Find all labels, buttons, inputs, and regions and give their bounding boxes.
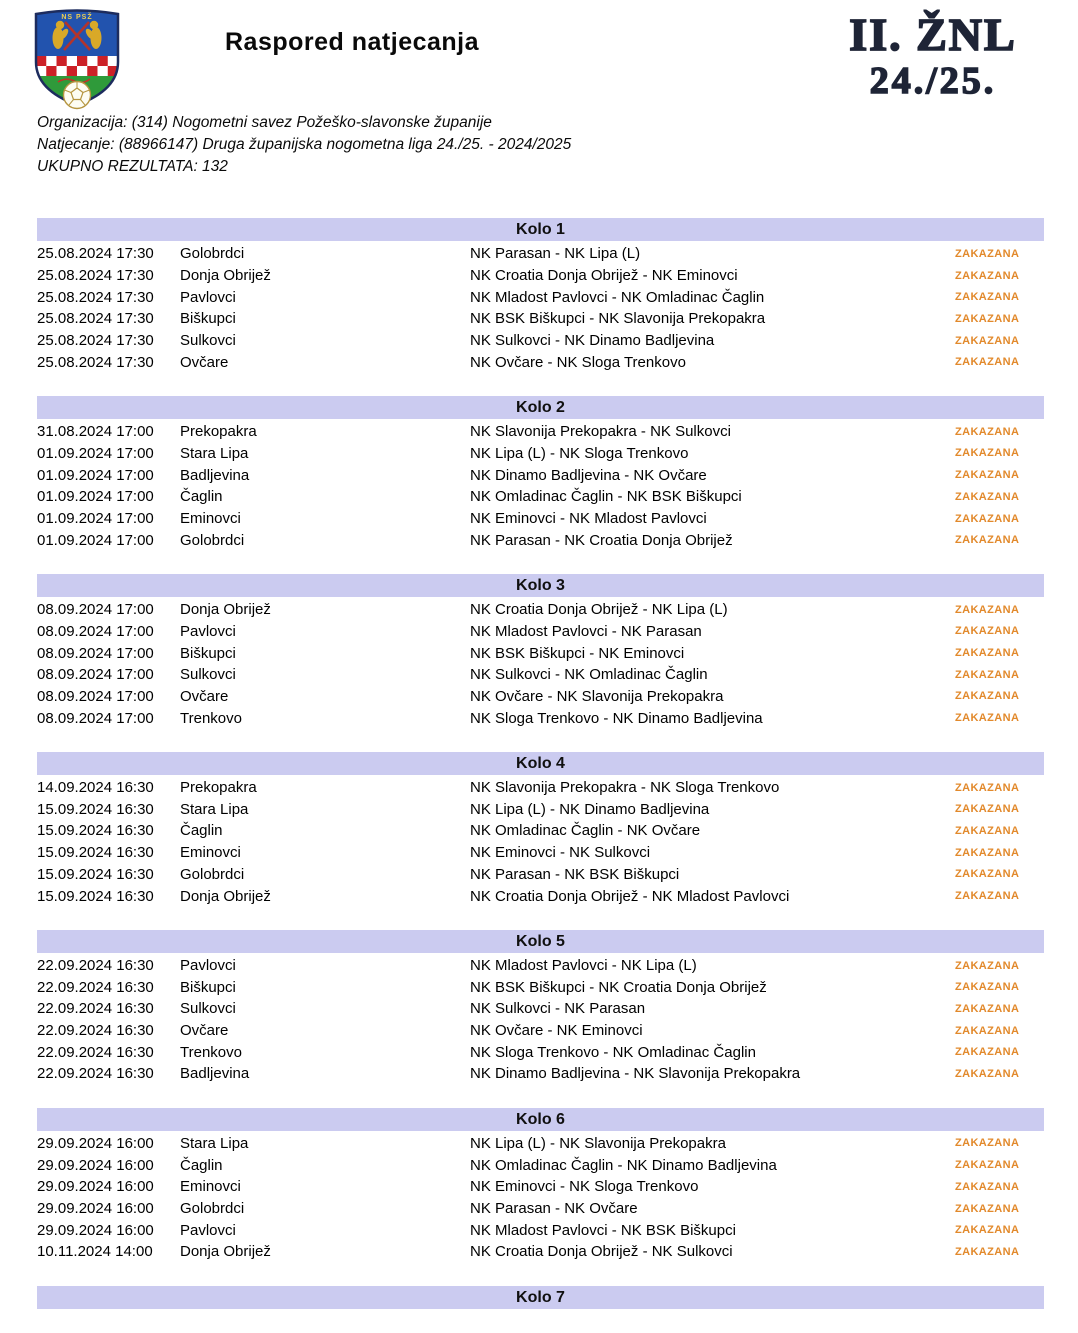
match-venue: Trenkovo (180, 709, 242, 727)
match-row (37, 1020, 1044, 1042)
match-status-badge: ZAKAZANA (955, 668, 1020, 681)
match-datetime: 22.09.2024 16:30 (37, 957, 154, 975)
round-header (37, 1108, 1044, 1131)
match-datetime: 25.08.2024 17:30 (37, 332, 154, 350)
match-pairing: NK Ovčare - NK Slavonija Prekopakra (470, 687, 724, 705)
round-body (37, 1309, 1044, 1311)
match-pairing: NK Lipa (L) - NK Dinamo Badljevina (470, 800, 710, 818)
match-venue: Biškupci (180, 310, 236, 328)
match-status-badge: ZAKAZANA (955, 1245, 1020, 1258)
match-datetime: 25.08.2024 17:30 (37, 267, 154, 285)
match-pairing: NK Croatia Donja Obrijež - NK Mladost Pavlovci (470, 887, 790, 905)
match-status-badge: ZAKAZANA (955, 356, 1020, 369)
match-datetime: 29.09.2024 16:00 (37, 1178, 154, 1196)
match-status-badge: ZAKAZANA (955, 846, 1020, 859)
match-datetime: 25.08.2024 17:30 (37, 310, 154, 328)
round-title: Kolo 7 (516, 1288, 565, 1306)
match-venue: Ovčare (180, 1022, 229, 1040)
match-venue: Golobrdci (180, 531, 245, 549)
match-datetime: 29.09.2024 16:00 (37, 1156, 154, 1174)
match-row (37, 330, 1044, 352)
match-pairing: NK Mladost Pavlovci - NK Omladinac Čaglin (470, 288, 765, 306)
match-pairing: NK Croatia Donja Obrijež - NK Eminovci (470, 267, 738, 285)
match-pairing: NK Eminovci - NK Sulkovci (470, 844, 651, 862)
round-section (37, 218, 1044, 373)
round-body (37, 953, 1044, 1085)
match-row (37, 1041, 1044, 1063)
match-pairing: NK Parasan - NK BSK Biškupci (470, 865, 680, 883)
match-row (37, 243, 1044, 265)
match-pairing: NK Lipa (L) - NK Sloga Trenkovo (470, 444, 689, 462)
match-row (37, 421, 1044, 443)
match-pairing: NK BSK Biškupci - NK Slavonija Prekopakra (470, 310, 766, 328)
football-ball-icon (64, 82, 91, 109)
match-row (37, 1154, 1044, 1176)
match-pairing: NK Dinamo Badljevina - NK Slavonija Prekopakra (470, 1065, 801, 1083)
match-datetime: 25.08.2024 17:30 (37, 288, 154, 306)
league-badge (828, 9, 1038, 102)
match-venue: Golobrdci (180, 245, 245, 263)
match-status-badge: ZAKAZANA (955, 625, 1020, 638)
match-datetime: 10.11.2024 14:00 (37, 1243, 153, 1261)
match-datetime: 29.09.2024 16:00 (37, 1134, 154, 1152)
match-venue: Čaglin (180, 488, 223, 506)
match-datetime: 08.09.2024 17:00 (37, 687, 154, 705)
match-pairing: NK Lipa (L) - NK Slavonija Prekopakra (470, 1134, 726, 1152)
match-pairing: NK Dinamo Badljevina - NK Ovčare (470, 466, 707, 484)
match-status-badge: ZAKAZANA (955, 1046, 1020, 1059)
match-venue: Pavlovci (180, 957, 236, 975)
match-venue: Sulkovci (180, 1000, 236, 1018)
match-venue: Eminovci (180, 510, 241, 528)
match-pairing: NK Sulkovci - NK Parasan (470, 1000, 646, 1018)
round-title: Kolo 3 (516, 576, 565, 594)
match-venue: Badljevina (180, 466, 250, 484)
match-status-badge: ZAKAZANA (955, 1067, 1020, 1080)
match-pairing: NK Slavonija Prekopakra - NK Sloga Trenkovo (470, 779, 780, 797)
match-venue: Prekopakra (180, 423, 257, 441)
match-pairing: NK BSK Biškupci - NK Eminovci (470, 644, 685, 662)
match-status-badge: ZAKAZANA (955, 469, 1020, 482)
match-datetime: 01.09.2024 17:00 (37, 510, 154, 528)
match-pairing: NK Sloga Trenkovo - NK Dinamo Badljevina (470, 709, 763, 727)
match-venue: Sulkovci (180, 666, 236, 684)
competition-meta (37, 112, 571, 178)
meta-organization: Organizacija: (314) Nogometni savez Požeško-slavonske županije (37, 114, 492, 131)
match-pairing: NK Ovčare - NK Sloga Trenkovo (470, 353, 686, 371)
match-status-badge: ZAKAZANA (955, 1180, 1020, 1193)
match-venue: Eminovci (180, 844, 241, 862)
match-venue: Sulkovci (180, 332, 236, 350)
match-row (37, 642, 1044, 664)
match-row (37, 955, 1044, 977)
round-title: Kolo 6 (516, 1110, 565, 1128)
match-status-badge: ZAKAZANA (955, 490, 1020, 503)
match-datetime: 01.09.2024 17:00 (37, 444, 154, 462)
round-header (37, 930, 1044, 953)
match-datetime: 29.09.2024 16:00 (37, 1200, 154, 1218)
match-row (37, 529, 1044, 551)
match-row (37, 686, 1044, 708)
crest-text: NS PSŽ (61, 14, 93, 21)
match-pairing: NK Sloga Trenkovo - NK Omladinac Čaglin (470, 1043, 756, 1061)
match-pairing: NK Mladost Pavlovci - NK Parasan (470, 622, 702, 640)
match-venue: Trenkovo (180, 1043, 242, 1061)
match-status-badge: ZAKAZANA (955, 247, 1020, 260)
round-body (37, 1131, 1044, 1263)
match-pairing: NK Sulkovci - NK Dinamo Badljevina (470, 332, 715, 350)
match-pairing: NK Ovčare - NK Eminovci (470, 1022, 643, 1040)
match-datetime: 15.09.2024 16:30 (37, 887, 154, 905)
match-venue: Biškupci (180, 978, 236, 996)
match-pairing: NK Parasan - NK Ovčare (470, 1200, 638, 1218)
round-header (37, 1286, 1044, 1309)
match-row (37, 1133, 1044, 1155)
match-row (37, 864, 1044, 886)
match-status-badge: ZAKAZANA (955, 312, 1020, 325)
league-badge-line1: II. ŽNL (849, 9, 1017, 60)
match-datetime: 25.08.2024 17:30 (37, 353, 154, 371)
match-status-badge: ZAKAZANA (955, 1002, 1020, 1015)
match-status-badge: ZAKAZANA (955, 534, 1020, 547)
match-pairing: NK Croatia Donja Obrijež - NK Sulkovci (470, 1243, 733, 1261)
football-crest-shield-icon (30, 6, 124, 112)
match-datetime: 01.09.2024 17:00 (37, 531, 154, 549)
match-datetime: 08.09.2024 17:00 (37, 601, 154, 619)
match-venue: Pavlovci (180, 1221, 236, 1239)
match-row (37, 508, 1044, 530)
match-status-badge: ZAKAZANA (955, 959, 1020, 972)
round-title: Kolo 5 (516, 932, 565, 950)
match-venue: Stara Lipa (180, 444, 249, 462)
match-datetime: 08.09.2024 17:00 (37, 666, 154, 684)
match-datetime: 15.09.2024 16:30 (37, 865, 154, 883)
match-row (37, 976, 1044, 998)
match-venue: Donja Obrijež (180, 887, 271, 905)
match-datetime: 08.09.2024 17:00 (37, 622, 154, 640)
match-pairing: NK Croatia Donja Obrijež - NK Lipa (L) (470, 601, 728, 619)
match-status-badge: ZAKAZANA (955, 269, 1020, 282)
match-status-badge: ZAKAZANA (955, 712, 1020, 725)
match-row (37, 286, 1044, 308)
match-datetime: 15.09.2024 16:30 (37, 844, 154, 862)
match-datetime: 01.09.2024 17:00 (37, 488, 154, 506)
round-body (37, 419, 1044, 551)
match-row (37, 464, 1044, 486)
match-status-badge: ZAKAZANA (955, 1137, 1020, 1150)
match-pairing: NK Slavonija Prekopakra - NK Sulkovci (470, 423, 731, 441)
match-datetime: 14.09.2024 16:30 (37, 779, 154, 797)
match-venue: Prekopakra (180, 779, 257, 797)
match-status-badge: ZAKAZANA (955, 447, 1020, 460)
round-section (37, 1108, 1044, 1263)
match-row (37, 1063, 1044, 1085)
league-badge-line2: 24./25. (869, 60, 997, 102)
match-datetime: 22.09.2024 16:30 (37, 978, 154, 996)
match-status-badge: ZAKAZANA (955, 603, 1020, 616)
match-datetime: 08.09.2024 17:00 (37, 644, 154, 662)
match-row (37, 998, 1044, 1020)
match-pairing: NK Parasan - NK Lipa (L) (470, 245, 641, 263)
match-row (37, 1176, 1044, 1198)
match-status-badge: ZAKAZANA (955, 1202, 1020, 1215)
page-title: Raspored natjecanja (225, 28, 480, 56)
match-datetime: 15.09.2024 16:30 (37, 800, 154, 818)
rounds-list (37, 218, 1044, 1333)
match-venue: Eminovci (180, 1178, 241, 1196)
match-row (37, 777, 1044, 799)
match-datetime: 22.09.2024 16:30 (37, 1065, 154, 1083)
match-venue: Stara Lipa (180, 800, 249, 818)
match-row (37, 820, 1044, 842)
match-row (37, 842, 1044, 864)
meta-competition: Natjecanje: (88966147) Druga županijska nogometna liga 24./25. - 2024/2025 (37, 136, 572, 153)
match-row (37, 486, 1044, 508)
match-row (37, 1198, 1044, 1220)
round-header (37, 218, 1044, 241)
match-datetime: 22.09.2024 16:30 (37, 1022, 154, 1040)
match-status-badge: ZAKAZANA (955, 781, 1020, 794)
match-venue: Golobrdci (180, 865, 245, 883)
match-status-badge: ZAKAZANA (955, 890, 1020, 903)
match-pairing: NK Omladinac Čaglin - NK Dinamo Badljevina (470, 1156, 777, 1174)
round-title: Kolo 4 (516, 754, 565, 772)
round-section (37, 396, 1044, 551)
round-section (37, 1286, 1044, 1311)
match-row (37, 1219, 1044, 1241)
match-datetime: 22.09.2024 16:30 (37, 1000, 154, 1018)
match-status-badge: ZAKAZANA (955, 512, 1020, 525)
match-status-badge: ZAKAZANA (955, 425, 1020, 438)
match-row (37, 1241, 1044, 1263)
match-datetime: 31.08.2024 17:00 (37, 423, 154, 441)
match-pairing: NK Parasan - NK Croatia Donja Obrijež (470, 531, 733, 549)
match-venue: Donja Obrijež (180, 601, 271, 619)
match-venue: Pavlovci (180, 288, 236, 306)
match-venue: Čaglin (180, 822, 223, 840)
meta-total-results: UKUPNO REZULTATA: 132 (37, 158, 228, 175)
match-venue: Golobrdci (180, 1200, 245, 1218)
match-status-badge: ZAKAZANA (955, 981, 1020, 994)
match-pairing: NK Sulkovci - NK Omladinac Čaglin (470, 666, 708, 684)
match-datetime: 08.09.2024 17:00 (37, 709, 154, 727)
match-status-badge: ZAKAZANA (955, 291, 1020, 304)
match-pairing: NK Eminovci - NK Sloga Trenkovo (470, 1178, 699, 1196)
match-datetime: 22.09.2024 16:30 (37, 1043, 154, 1061)
match-pairing: NK Omladinac Čaglin - NK Ovčare (470, 822, 701, 840)
round-header (37, 752, 1044, 775)
match-datetime: 15.09.2024 16:30 (37, 822, 154, 840)
match-status-badge: ZAKAZANA (955, 824, 1020, 837)
match-row (37, 621, 1044, 643)
round-body (37, 241, 1044, 373)
match-row (37, 351, 1044, 373)
match-venue: Ovčare (180, 687, 229, 705)
match-datetime: 01.09.2024 17:00 (37, 466, 154, 484)
round-body (37, 775, 1044, 907)
match-venue: Donja Obrijež (180, 267, 271, 285)
match-venue: Ovčare (180, 353, 229, 371)
match-status-badge: ZAKAZANA (955, 803, 1020, 816)
match-venue: Čaglin (180, 1156, 223, 1174)
match-row (37, 599, 1044, 621)
match-row (37, 798, 1044, 820)
round-title: Kolo 1 (516, 221, 565, 238)
round-title: Kolo 2 (516, 398, 565, 416)
match-datetime: 29.09.2024 16:00 (37, 1221, 154, 1239)
match-datetime: 25.08.2024 17:30 (37, 245, 154, 263)
match-venue: Donja Obrijež (180, 1243, 271, 1261)
match-row (37, 308, 1044, 330)
club-crest-logo (30, 6, 124, 112)
match-status-badge: ZAKAZANA (955, 1224, 1020, 1237)
round-section (37, 574, 1044, 729)
match-status-badge: ZAKAZANA (955, 334, 1020, 347)
match-venue: Pavlovci (180, 622, 236, 640)
match-pairing: NK Eminovci - NK Mladost Pavlovci (470, 510, 707, 528)
match-row (37, 265, 1044, 287)
match-pairing: NK BSK Biškupci - NK Croatia Donja Obrijež (470, 978, 767, 996)
match-pairing: NK Omladinac Čaglin - NK BSK Biškupci (470, 488, 742, 506)
round-section (37, 752, 1044, 907)
round-header (37, 396, 1044, 419)
match-pairing: NK Mladost Pavlovci - NK BSK Biškupci (470, 1221, 736, 1239)
match-row (37, 707, 1044, 729)
match-pairing: NK Mladost Pavlovci - NK Lipa (L) (470, 957, 697, 975)
match-status-badge: ZAKAZANA (955, 1159, 1020, 1172)
match-venue: Stara Lipa (180, 1134, 249, 1152)
round-section (37, 930, 1044, 1085)
match-row (37, 664, 1044, 686)
round-body (37, 597, 1044, 729)
match-row (37, 443, 1044, 465)
match-status-badge: ZAKAZANA (955, 647, 1020, 660)
match-status-badge: ZAKAZANA (955, 1024, 1020, 1037)
match-status-badge: ZAKAZANA (955, 868, 1020, 881)
match-venue: Biškupci (180, 644, 236, 662)
match-status-badge: ZAKAZANA (955, 690, 1020, 703)
match-row (37, 885, 1044, 907)
match-venue: Badljevina (180, 1065, 250, 1083)
round-header (37, 574, 1044, 597)
